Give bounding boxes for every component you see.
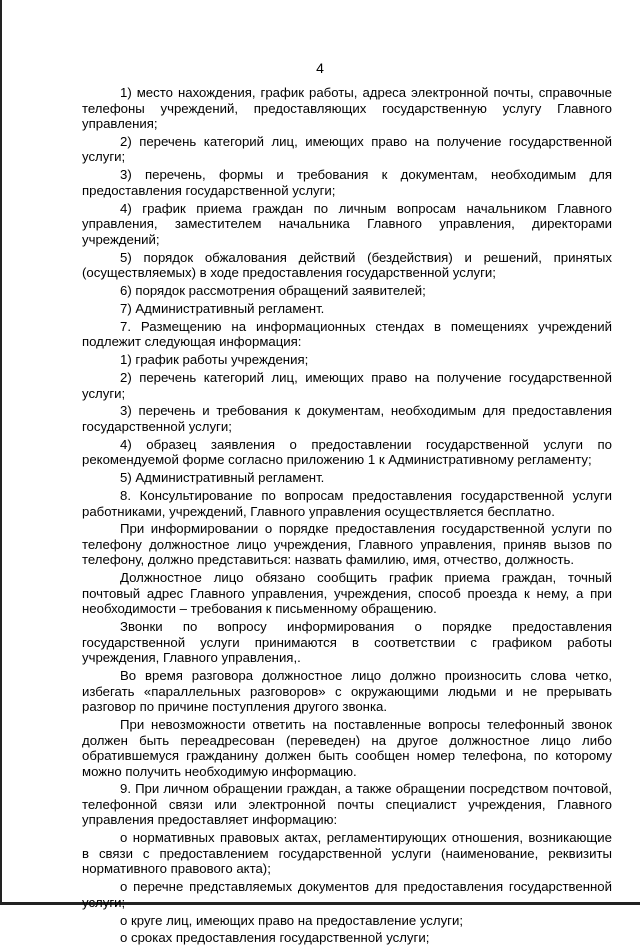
page-number: 4 xyxy=(316,60,324,76)
paragraph: 1) место нахождения, график работы, адреса электронной почты, справочные телефоны учреждений, предоставляющих государственную услугу Главного управления; xyxy=(82,85,612,131)
paragraph: о перечне представляемых документов для предоставления государственной услуги; xyxy=(82,879,612,910)
paragraph: о нормативных правовых актах, регламентирующих отношения, возникающие в связи с предоставлением государственной услуги (наименование, реквизиты нормативного правового акта); xyxy=(82,830,612,877)
paragraph: 2) перечень категорий лиц, имеющих право на получение государственной услуги; xyxy=(82,370,612,401)
paragraph: 6) порядок рассмотрения обращений заявителей; xyxy=(120,282,426,298)
paragraph: 3) перечень, формы и требования к документам, необходимым для предоставления государственной услуги; xyxy=(82,167,612,198)
paragraph: 3) перечень и требования к документам, необходимым для предоставления государственной услуги; xyxy=(82,403,612,434)
paragraph: о круге лиц, имеющих право на предоставление услуги; xyxy=(120,912,464,928)
paragraph: 7) Административный регламент. xyxy=(120,300,325,316)
paragraph: При информировании о порядке предоставления государственной услуги по телефону должностное лицо учреждения, Главного управления, приняв вызов по телефону, должно представиться: назвать фамилию, имя, отчество, должность. xyxy=(82,521,612,568)
paragraph: 5) порядок обжалования действий (бездействия) и решений, принятых (осуществляемых) в ходе предоставления государственной услуги; xyxy=(82,249,612,281)
body-text xyxy=(82,85,612,948)
paragraph: 5) Административный регламент. xyxy=(120,470,325,486)
paragraph: 2) перечень категорий лиц, имеющих право на получение государственной услуги; xyxy=(82,133,612,165)
paragraph: Должностное лицо обязано сообщить график приема граждан, точный почтовый адрес Главного управления, учреждения, способ проезда к нему, а при необходимости – требования к письменному обращению. xyxy=(82,570,612,617)
paragraph: 4) образец заявления о предоставлении государственной услуги по рекомендуемой форме согласно приложению 1 к Административному регламенту; xyxy=(82,436,612,468)
paragraph: При невозможности ответить на поставленные вопросы телефонный звонок должен быть переадресован (переведен) на другое должностное лицо либо обратившемуся гражданину должен быть сообщен номер телефона, по которому можно получить необходимую информацию. xyxy=(82,717,612,779)
paragraph: 1) график работы учреждения; xyxy=(120,352,309,368)
paragraph: 9. При личном обращении граждан, а также обращении посредством почтовой, телефонной связи или электронной почты специалист учреждения, Главного управления предоставляет информацию: xyxy=(82,781,612,828)
paragraph: Звонки по вопросу информирования о порядке предоставления государственной услуги принимаются в соответствии с графиком работы учреждения, Главного управления,. xyxy=(82,619,612,666)
paragraph: 4) график приема граждан по личным вопросам начальником Главного управления, заместителем начальника Главного управления, директорами учреждений; xyxy=(82,200,612,247)
paragraph: 7. Размещению на информационных стендах в помещениях учреждений подлежит следующая информация: xyxy=(82,318,612,350)
paragraph: 8. Консультирование по вопросам предоставления государственной услуги работниками, учреждений, Главного управления осуществляется бесплатно. xyxy=(82,488,612,519)
paragraph: о сроках предоставления государственной услуги; xyxy=(120,930,430,946)
paragraph: Во время разговора должностное лицо должно произносить слова четко, избегать «параллельных разговоров» с окружающими людьми и не прерывать разговор по причине поступления другого звонка. xyxy=(82,668,612,715)
scan-edge-left xyxy=(0,0,2,905)
